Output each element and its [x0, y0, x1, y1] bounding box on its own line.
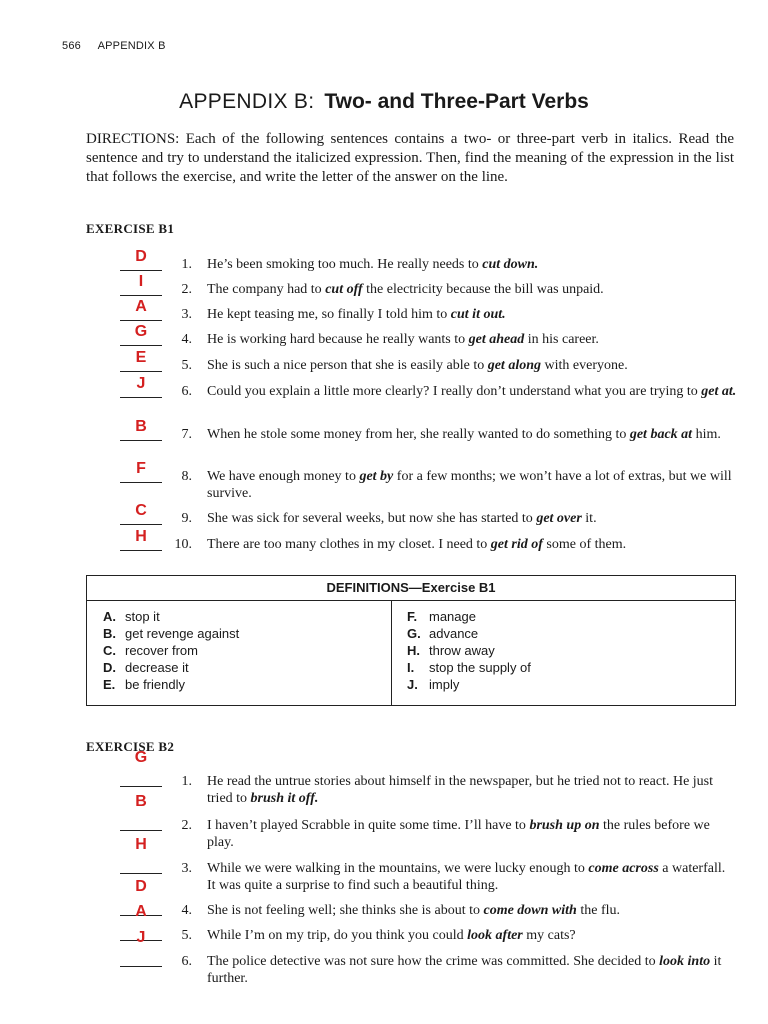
answer-blank-line[interactable]	[120, 966, 162, 967]
answer-letter: B	[135, 793, 147, 810]
sentence-text: He kept teasing me, so finally I told him to	[207, 307, 451, 322]
answer-letter: D	[135, 248, 147, 265]
sentence	[207, 331, 737, 348]
definition-letter: H.	[407, 643, 420, 658]
answer-blank-line[interactable]	[120, 550, 162, 551]
phrasal-verb: get rid of	[490, 537, 543, 552]
item-number: 6.	[181, 384, 192, 399]
definition-letter: B.	[103, 626, 116, 641]
exercise-b2-heading: EXERCISE B2	[86, 739, 175, 754]
definition-item	[407, 676, 707, 693]
sentence-text: She is not feeling well; she thinks she is about to	[207, 903, 484, 918]
answer-letter: A	[135, 298, 147, 315]
sentence	[207, 860, 737, 894]
sentence-text: it further.	[207, 954, 722, 986]
sentence-text: it.	[581, 511, 597, 526]
answer-blank-line[interactable]	[120, 830, 162, 831]
sentence-text: He’s been smoking too much. He really needs to	[207, 257, 483, 272]
sentence	[207, 536, 737, 553]
phrasal-verb: brush it off.	[250, 791, 319, 806]
phrasal-verb: come down with	[483, 903, 577, 918]
definition-item	[103, 625, 403, 642]
phrasal-verb: look into	[659, 954, 711, 969]
answer-letter: C	[135, 502, 147, 519]
phrasal-verb: come across	[588, 861, 659, 876]
answer-blank-line[interactable]	[120, 873, 162, 874]
sentence	[207, 256, 737, 273]
sentence-text: some of them.	[542, 537, 627, 552]
sentence	[207, 306, 737, 323]
definition-letter: I.	[407, 660, 415, 675]
answer-letter: I	[138, 273, 144, 290]
phrasal-verb: get along	[487, 358, 541, 373]
item-number: 2.	[181, 818, 192, 833]
definitions-right-column	[407, 608, 707, 693]
phrasal-verb: get over	[536, 511, 582, 526]
item-number: 2.	[181, 282, 192, 297]
definition-text: be friendly	[125, 677, 185, 692]
definition-text: advance	[429, 626, 479, 641]
answer-letter: J	[136, 929, 146, 946]
sentence-text: He is working hard because he really wants to	[207, 332, 469, 347]
answer-blank-line[interactable]	[120, 371, 162, 372]
item-number: 4.	[181, 903, 192, 918]
title-prefix: APPENDIX B:	[179, 90, 315, 113]
phrasal-verb: cut off	[325, 282, 363, 297]
definition-letter: C.	[103, 643, 116, 658]
sentence	[207, 468, 737, 502]
definition-text: manage	[429, 609, 476, 624]
definition-item	[103, 642, 403, 659]
sentence	[207, 817, 737, 851]
sentence-text: for a few months; we won’t have a lot of extras, but we will survive.	[207, 469, 732, 501]
answer-letter: D	[135, 878, 147, 895]
running-title: APPENDIX B	[97, 40, 166, 52]
answer-letter: H	[135, 528, 147, 545]
definition-text: stop it	[125, 609, 160, 624]
exercise-b1-heading: EXERCISE B1	[86, 221, 175, 236]
sentence	[207, 902, 737, 919]
definition-text: decrease it	[125, 660, 189, 675]
directions: DIRECTIONS: Each of the following sentences contains a two- or three-part verb in italics. Read the sentence and try to understand the italicized expression. Then, find the meaning of the expression in the list that follows the exercise, and write the letter of the answer on the line.	[86, 131, 734, 185]
definition-letter: F.	[407, 609, 418, 624]
sentence-text: While we were walking in the mountains, we were lucky enough to	[207, 861, 589, 876]
answer-blank-line[interactable]	[120, 320, 162, 321]
definition-text: stop the supply of	[429, 660, 531, 675]
answer-blank-line[interactable]	[120, 397, 162, 398]
sentence-text: the electricity because the bill was unpaid.	[362, 282, 604, 297]
sentence-text: The company had to	[207, 282, 326, 297]
definitions-heading: DEFINITIONS—Exercise B1	[87, 576, 735, 601]
definition-letter: J.	[407, 677, 418, 692]
item-number: 6.	[181, 954, 192, 969]
sentence-text: the rules before we play.	[207, 818, 710, 850]
item-number: 10.	[174, 537, 192, 552]
definition-item	[407, 625, 707, 642]
page-title	[0, 89, 768, 114]
sentence-text: The police detective was not sure how the crime was committed. She decided to	[207, 954, 660, 969]
sentence-text: She was sick for several weeks, but now she has started to	[207, 511, 537, 526]
definition-item	[103, 659, 403, 676]
definition-item	[407, 659, 707, 676]
running-header	[62, 40, 166, 52]
answer-letter: G	[134, 749, 148, 766]
sentence-text: She is such a nice person that she is easily able to	[207, 358, 488, 373]
sentence	[207, 927, 737, 944]
sentence-text: the flu.	[576, 903, 620, 918]
answer-blank-line[interactable]	[120, 482, 162, 483]
definition-text: get revenge against	[125, 626, 240, 641]
sentence-text: my cats?	[522, 928, 576, 943]
definition-letter: D.	[103, 660, 116, 675]
sentence-text: I haven’t played Scrabble in quite some time. I’ll have to	[207, 818, 530, 833]
item-number: 8.	[181, 469, 192, 484]
phrasal-verb: get at.	[701, 384, 737, 399]
definition-item	[103, 676, 403, 693]
answer-blank-line[interactable]	[120, 295, 162, 296]
definitions-left-column	[103, 608, 403, 693]
sentence-text: We have enough money to	[207, 469, 360, 484]
sentence-text: When he stole some money from her, she really wanted to do something to	[207, 427, 630, 442]
definition-text: imply	[429, 677, 460, 692]
item-number: 3.	[181, 307, 192, 322]
item-number: 5.	[181, 928, 192, 943]
answer-letter: F	[136, 460, 146, 477]
title-main: Two- and Three-Part Verbs	[324, 90, 589, 113]
sentence-text: with everyone.	[541, 358, 628, 373]
phrasal-verb: cut it out.	[450, 307, 506, 322]
answer-letter: E	[135, 349, 147, 366]
definition-letter: E.	[103, 677, 116, 692]
sentence-text: There are too many clothes in my closet. I need to	[207, 537, 491, 552]
item-number: 7.	[181, 427, 192, 442]
sentence	[207, 357, 737, 374]
sentence	[207, 510, 737, 527]
answer-letter: G	[134, 323, 148, 340]
sentence	[207, 383, 737, 400]
phrasal-verb: look after	[467, 928, 523, 943]
answer-blank-line[interactable]	[120, 440, 162, 441]
definitions-box	[86, 575, 736, 706]
sentence-text: While I’m on my trip, do you think you could	[207, 928, 468, 943]
definition-item	[407, 642, 707, 659]
answer-letter: J	[136, 375, 146, 392]
page-number: 566	[62, 40, 81, 52]
answer-blank-line[interactable]	[120, 524, 162, 525]
phrasal-verb: get by	[359, 469, 394, 484]
sentence	[207, 953, 737, 987]
sentence-text: Could you explain a little more clearly? I really don’t understand what you are trying to	[207, 384, 702, 399]
sentence-text: in his career.	[524, 332, 599, 347]
sentence-text: a waterfall. It was quite a surprise to find such a beautiful thing.	[207, 861, 726, 893]
item-number: 9.	[181, 511, 192, 526]
phrasal-verb: cut down.	[482, 257, 539, 272]
sentence-text: He read the untrue stories about himself in the newspaper, but he tried not to react. He just tried to	[207, 774, 714, 806]
sentence-text: him.	[692, 427, 721, 442]
definition-text: throw away	[429, 643, 495, 658]
answer-blank-line[interactable]	[120, 270, 162, 271]
answer-letter: H	[135, 836, 147, 853]
answer-blank-line[interactable]	[120, 345, 162, 346]
answer-letter: B	[135, 418, 147, 435]
sentence	[207, 426, 737, 443]
phrasal-verb: get ahead	[468, 332, 525, 347]
definition-item	[407, 608, 707, 625]
item-number: 1.	[181, 774, 192, 789]
definition-letter: A.	[103, 609, 116, 624]
definition-text: recover from	[125, 643, 198, 658]
item-number: 3.	[181, 861, 192, 876]
item-number: 4.	[181, 332, 192, 347]
sentence	[207, 773, 737, 807]
answer-blank-line[interactable]	[120, 786, 162, 787]
definition-letter: G.	[407, 626, 421, 641]
phrasal-verb: get back at	[629, 427, 693, 442]
definition-item	[103, 608, 403, 625]
phrasal-verb: brush up on	[529, 818, 600, 833]
answer-letter: A	[135, 903, 147, 920]
item-number: 5.	[181, 358, 192, 373]
item-number: 1.	[181, 257, 192, 272]
sentence	[207, 281, 737, 298]
